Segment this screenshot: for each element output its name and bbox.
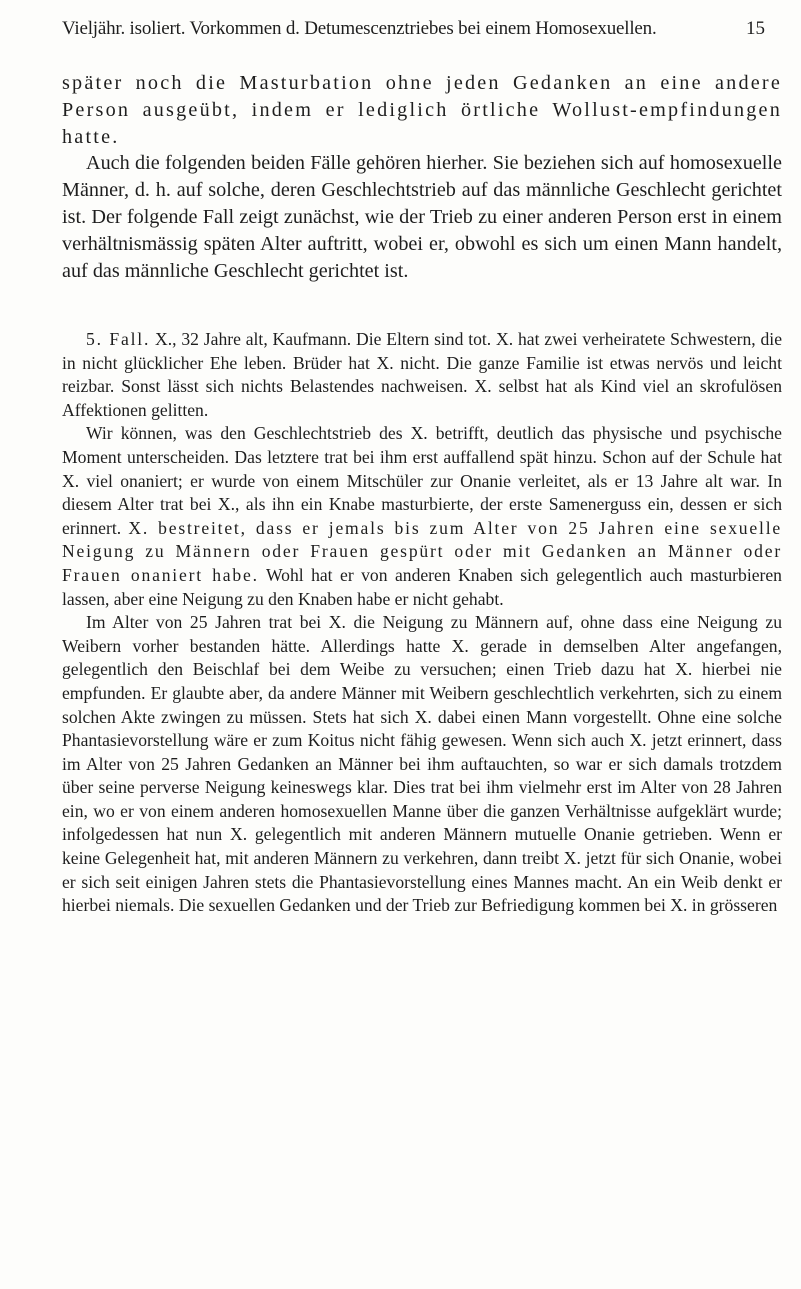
case-label: 5. Fall.	[86, 329, 151, 349]
paragraph-drive-b: Wohl hat er von anderen Knaben sich gelegentlich auch masturbieren lassen, aber eine Neigung zu den Knaben habe er nicht gehabt.	[62, 564, 782, 609]
paragraph-age: Im Alter von 25 Jahren trat bei X. die Neigung zu Männern auf, ohne dass eine Neigung zu Weibern vorher bestanden hätte. Allerdings hatte X. gerade in demselben Alter angefangen, gelegentlich den Beischlaf bei dem Weibe zu versuchen; einen Trieb dazu hat X. hierbei nie empfunden. Er glaubte aber, da andere Männer mit Weibern geschlechtlich verkehrten, sich zu einem solchen Akte zwingen zu müssen. Stets hat sich X. dabei einen Mann vorgestellt. Ohne eine solche Phantasievorstellung wäre er zum Koitus nicht fähig gewesen. Wenn sich auch X. jetzt erinnert, dass im Alter von 25 Jahren Gedanken an Männer bei ihm auftauchten, so war er sich damals trotzdem über seine perverse Neigung keineswegs klar. Dies trat bei ihm vielmehr erst im Alter von 28 Jahren ein, wo er von einem anderen homosexuellen Manne über die ganzen Verhältnisse aufgeklärt wurde; infolgedessen hat nun X. gelegentlich mit anderen Männern mutuelle Onanie getrieben. Wenn er keine Gelegenheit hat, mit anderen Männern zu verkehren, dann treibt X. jetzt für sich Onanie, wobei er sich seit einigen Jahren stets die Phantasievorstellung eines Mannes macht. An ein Weib denkt er hierbei niemals. Die sexuellen Gedanken und der Trieb zur Befriedigung kommen bei X. in grösseren	[62, 612, 782, 916]
case-text: X., 32 Jahre alt, Kaufmann. Die Eltern sind tot. X. hat zwei verheiratete Schwestern, die in nicht glücklicher Ehe leben. Brüder hat X. nicht. Die ganze Familie ist etwas nervös und leicht reizbar. Sonst lässt sich nichts Belastendes nachweisen. X. selbst hat als Kind viel an skrofulösen Affektionen gelitten.	[62, 329, 782, 420]
paragraph-drive	[62, 422, 782, 611]
paragraph-continuation-text: später noch die Masturbation ohne jeden Gedanken an eine andere Person ausgeübt, indem er lediglich örtliche Wollust-empfindungen hatte.	[62, 72, 782, 148]
paragraph-drive-spaced: X. bestreitet, dass er jemals bis zum Alter von 25 Jahren eine sexuelle Neigung zu Männern oder Frauen gespürt oder mit Gedanken an Männer oder Frauen onaniert habe.	[62, 517, 782, 585]
small-type-block	[62, 328, 782, 918]
page-number: 15	[746, 18, 765, 39]
paragraph-intro: Auch die folgenden beiden Fälle gehören hierher. Sie beziehen sich auf homosexuelle Männer, d. h. auf solche, deren Geschlechtstrieb auf das männliche Geschlecht gerichtet ist. Der folgende Fall zeigt zunächst, wie der Trieb zu einer anderen Person erst in einem verhältnismässig späten Alter auftritt, wobei er, obwohl es sich um einen Mann handelt, auf das männliche Geschlecht gerichtet ist.	[62, 152, 782, 282]
paragraph-drive-a: Wir können, was den Geschlechtstrieb des X. betrifft, deutlich das physische und psychische Moment unterscheiden. Das letztere trat bei ihm erst auffallend spät hinzu. Schon auf der Schule hat X. viel onaniert; er wurde von einem Mitschüler zur Onanie verleitet, als er 13 Jahre alt war. In diesem Alter trat bei X., als ihn ein Knabe masturbierte, der erste Samenerguss ein, dessen er sich erinnert.	[62, 423, 782, 538]
case-paragraph	[62, 328, 782, 422]
running-title: Vieljähr. isoliert. Vorkommen d. Detumescenztriebes bei einem Homosexuellen.	[62, 18, 657, 39]
large-type-block	[62, 70, 782, 284]
running-head	[62, 18, 765, 42]
paragraph-continuation	[62, 70, 782, 150]
